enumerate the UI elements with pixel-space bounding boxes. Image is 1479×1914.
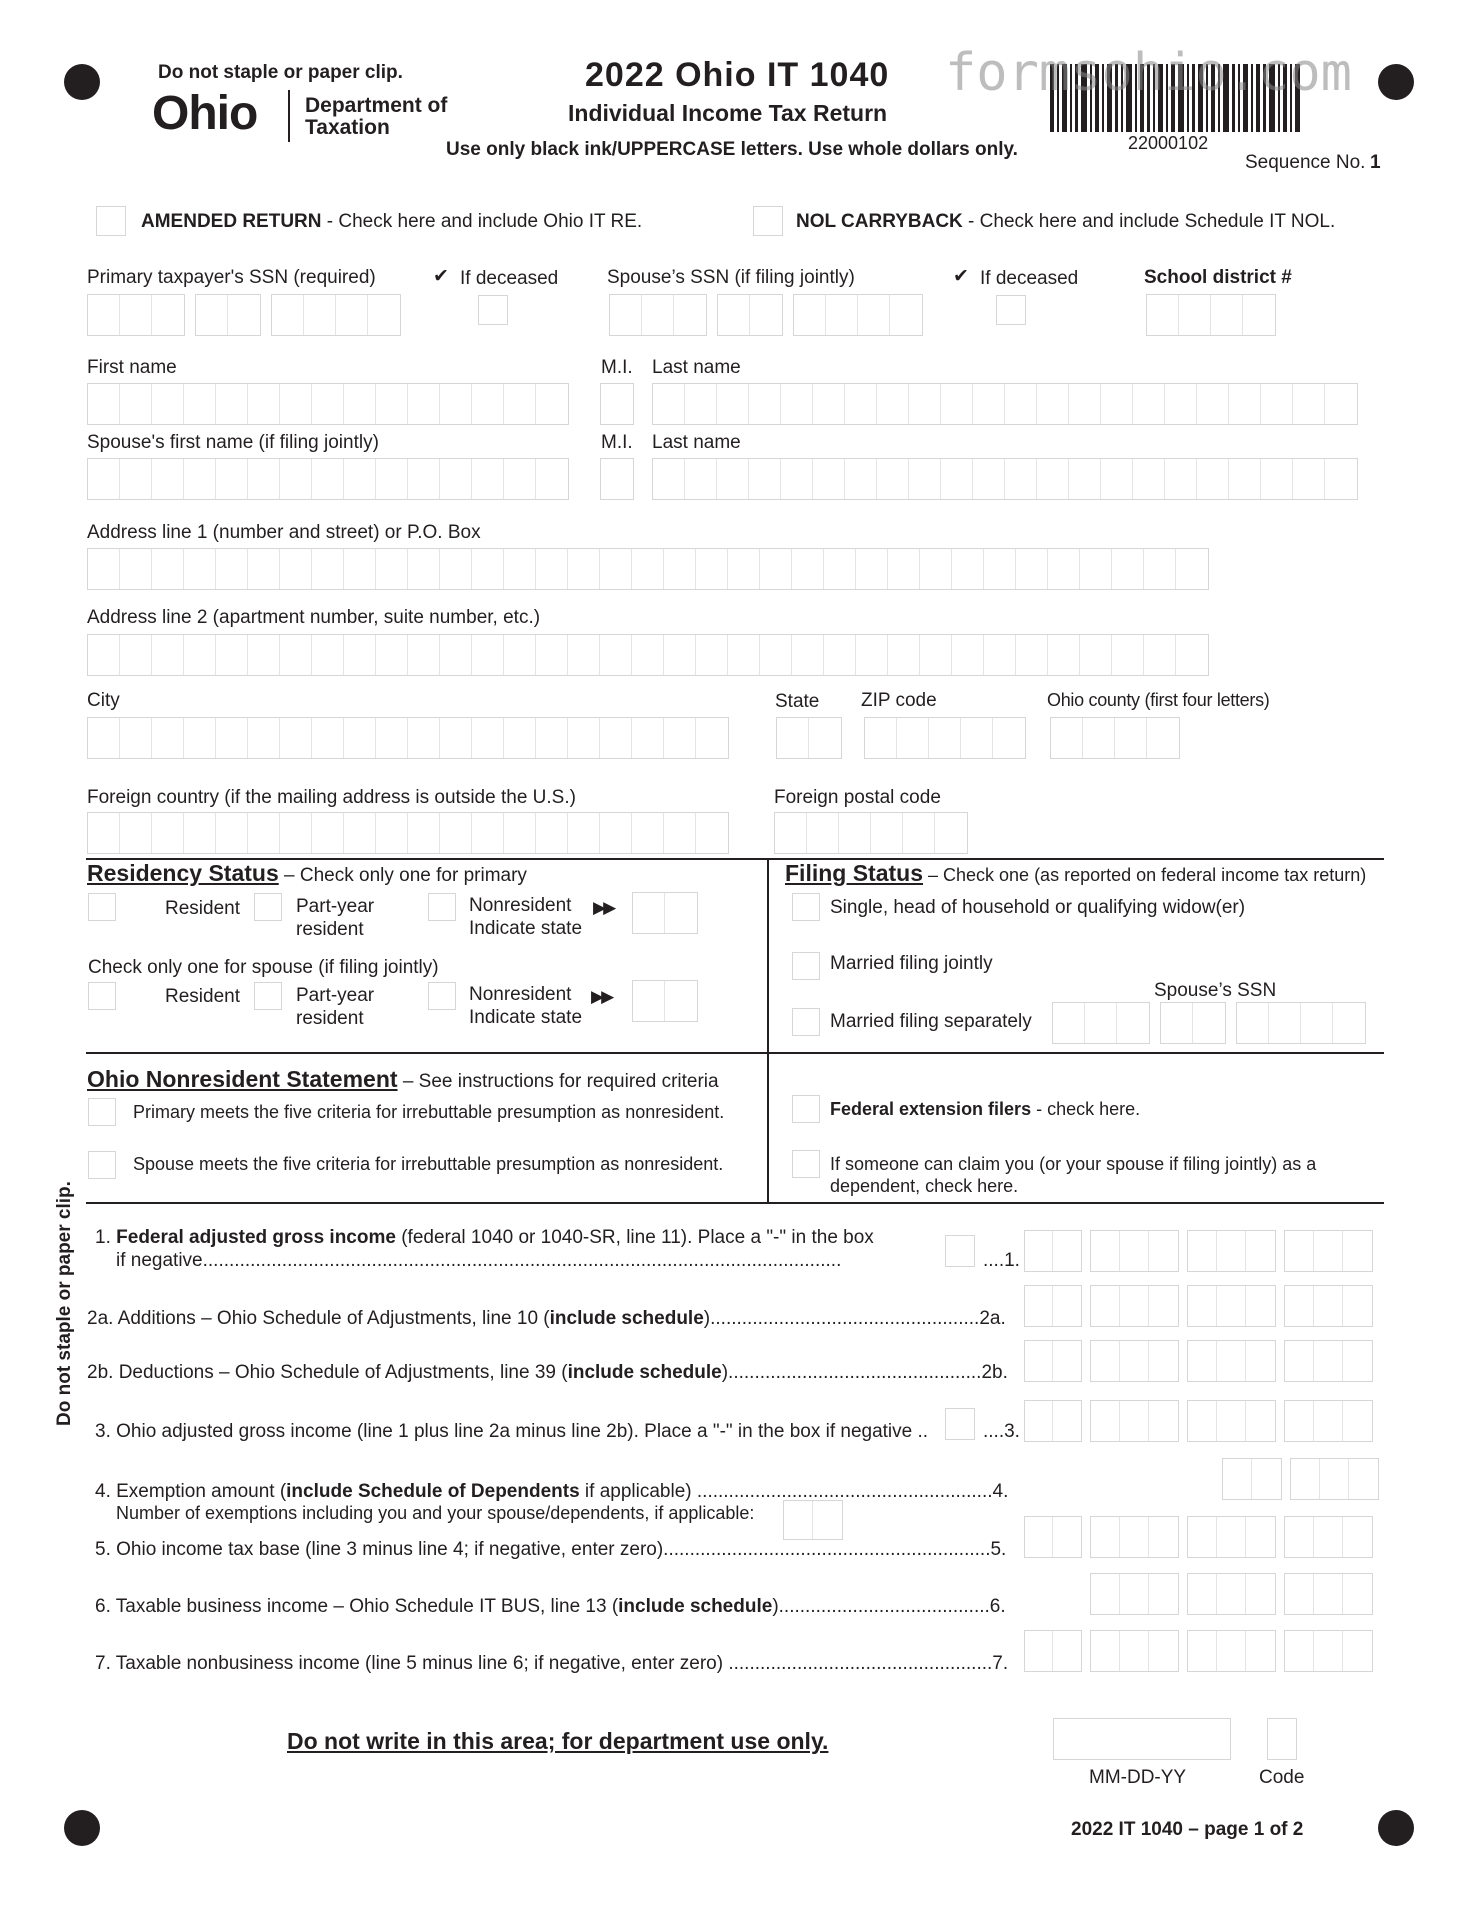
rule-middle-divider: [767, 858, 769, 1204]
line4-text: 4. Exemption amount (: [95, 1481, 287, 1502]
line3-negative-box[interactable]: [945, 1408, 975, 1440]
address2-field[interactable]: [87, 634, 1209, 676]
line1-negative-box[interactable]: [945, 1235, 975, 1267]
spouse-mi-field[interactable]: [600, 458, 634, 500]
line1-end: ....1.: [983, 1250, 1020, 1271]
line1-bold: Federal adjusted gross income: [116, 1227, 396, 1248]
last-name-label: Last name: [652, 357, 741, 378]
spouse-nonresident-state-field[interactable]: [632, 980, 698, 1022]
spouse-resident-label: Resident: [165, 986, 240, 1007]
filing-mfs-checkbox[interactable]: [792, 1008, 820, 1036]
line2b-end: )................................................2b.: [721, 1362, 1008, 1383]
ink-instruction: Use only black ink/UPPERCASE letters. Use whole dollars only.: [446, 139, 1018, 160]
primary-nonresident-checkbox[interactable]: [428, 893, 456, 921]
zip-field[interactable]: [864, 717, 1026, 759]
filing-subtitle: – Check one (as reported on federal income tax return): [923, 865, 1367, 885]
line1-amount[interactable]: [1024, 1230, 1373, 1272]
punch-hole-top-left: [64, 64, 100, 100]
primary-irrebuttable-checkbox[interactable]: [88, 1098, 116, 1126]
residency-subtitle: – Check only one for primary: [278, 865, 527, 886]
residency-title: [87, 860, 527, 887]
line6-label: [95, 1596, 1006, 1618]
dependent-label2: dependent, check here.: [830, 1176, 1019, 1196]
nol-rest: - Check here and include Schedule IT NOL.: [962, 211, 1336, 232]
mi-label: M.I.: [601, 357, 633, 378]
spouse-nonresident-label1: Nonresident: [469, 984, 572, 1005]
spouse-ssn-field[interactable]: [609, 294, 923, 336]
amended-bold: AMENDED RETURN: [141, 211, 322, 232]
county-label: Ohio county (first four letters): [1047, 690, 1270, 710]
line1-cont: if negative.........................................................................................................................: [116, 1250, 842, 1271]
last-name-field[interactable]: [652, 383, 1358, 425]
sequence-label: Sequence No.: [1245, 152, 1366, 173]
line4-bold: include Schedule of Dependents: [286, 1481, 580, 1502]
if-deceased-label: If deceased: [460, 268, 559, 289]
ohio-logo: Ohio: [152, 87, 258, 140]
spouse-irrebuttable-checkbox[interactable]: [88, 1151, 116, 1179]
line2a-bold: include schedule: [549, 1308, 704, 1329]
nol-carryback-label: [796, 211, 1335, 233]
residency-heading: Residency Status: [87, 860, 279, 886]
line2a-end: )...................................................2a.: [703, 1308, 1006, 1329]
line7-amount[interactable]: [1024, 1630, 1373, 1672]
line2b-text: 2b. Deductions – Ohio Schedule of Adjustments, line 39 (: [87, 1362, 568, 1383]
nol-bold: NOL CARRYBACK: [796, 211, 963, 232]
city-field[interactable]: [87, 717, 729, 759]
spouse-irrebuttable-label: Spouse meets the five criteria for irrebuttable presumption as nonresident.: [133, 1154, 724, 1174]
line2a-amount[interactable]: [1024, 1285, 1373, 1327]
foreign-country-label: Foreign country (if the mailing address is outside the U.S.): [87, 787, 576, 808]
spouse-nonresident-label2: Indicate state: [469, 1007, 583, 1028]
school-district-field[interactable]: [1146, 294, 1276, 336]
staple-note: Do not staple or paper clip.: [158, 62, 403, 83]
rule-nonresident-top: [86, 1052, 1384, 1054]
line7-label: 7. Taxable nonbusiness income (line 5 minus line 6; if negative, enter zero) ..................................................7.: [95, 1653, 1009, 1674]
check-icon: ✔: [433, 266, 449, 287]
primary-nonresident-label2: Indicate state: [469, 918, 583, 939]
dependent-label1: If someone can claim you (or your spouse if filing jointly) as a: [830, 1154, 1317, 1174]
filing-spouse-ssn-label: Spouse’s SSN: [1154, 980, 1277, 1001]
code-label: Code: [1259, 1767, 1305, 1788]
line5-label: 5. Ohio income tax base (line 3 minus line 4; if negative, enter zero)..............................................................5.: [95, 1539, 1007, 1560]
line1-num: 1.: [95, 1227, 111, 1248]
dept-line1: Department of: [305, 94, 448, 117]
spouse-part-year-label2: resident: [296, 1008, 364, 1029]
federal-extension-checkbox[interactable]: [792, 1095, 820, 1123]
county-field[interactable]: [1050, 717, 1180, 759]
spouse-residency-heading: Check only one for spouse (if filing jointly): [88, 957, 439, 978]
code-box: [1267, 1718, 1297, 1760]
line6-amount[interactable]: [1090, 1573, 1373, 1615]
spouse-nonresident-checkbox[interactable]: [428, 982, 456, 1010]
filing-title: [785, 860, 1366, 886]
amended-rest: - Check here and include Ohio IT RE.: [321, 211, 643, 232]
mi-field[interactable]: [600, 383, 634, 425]
address1-label: Address line 1 (number and street) or P.O. Box: [87, 522, 481, 543]
line2b-label: [87, 1362, 1008, 1384]
primary-part-year-checkbox[interactable]: [254, 893, 282, 921]
line2b-bold: include schedule: [567, 1362, 722, 1383]
dept-line2: Taxation: [305, 116, 390, 139]
spouse-mi-label: M.I.: [601, 432, 633, 453]
logo-divider: [288, 90, 290, 142]
line2a-text: 2a. Additions – Ohio Schedule of Adjustments, line 10 (: [87, 1308, 550, 1329]
line4-label: [95, 1481, 1008, 1503]
department-use-note: Do not write in this area; for department use only.: [287, 1728, 829, 1754]
spouse-first-name-field[interactable]: [87, 458, 569, 500]
primary-nonresident-state-field[interactable]: [632, 892, 698, 934]
spouse-last-name-label: Last name: [652, 432, 741, 453]
nonresident-title: [87, 1066, 719, 1093]
line4-amount[interactable]: [1222, 1458, 1379, 1500]
zip-label: ZIP code: [861, 690, 937, 711]
barcode-number: 22000102: [1128, 133, 1209, 153]
spouse-ssn-label: Spouse’s SSN (if filing jointly): [607, 267, 855, 288]
primary-part-year-label2: resident: [296, 919, 364, 940]
extension-bold: Federal extension filers: [830, 1099, 1032, 1119]
side-staple-note: Do not staple or paper clip.: [54, 1181, 75, 1426]
sequence-value: 1: [1370, 152, 1381, 173]
check-icon: ✔: [953, 266, 969, 287]
extension-rest: - check here.: [1031, 1099, 1141, 1119]
amended-return-label: [141, 211, 642, 233]
primary-resident-label: Resident: [165, 898, 240, 919]
primary-nonresident-label1: Nonresident: [469, 895, 572, 916]
foreign-postal-label: Foreign postal code: [774, 787, 941, 808]
line4-sub: Number of exemptions including you and your spouse/dependents, if applicable:: [116, 1503, 755, 1523]
nol-carryback-checkbox[interactable]: [753, 206, 783, 236]
line2b-amount[interactable]: [1024, 1340, 1373, 1382]
line3-amount[interactable]: [1024, 1400, 1373, 1442]
line6-bold: include schedule: [618, 1596, 773, 1617]
watermark: formsohio.com: [945, 43, 1352, 103]
line5-amount[interactable]: [1024, 1516, 1373, 1558]
primary-ssn-field[interactable]: [87, 294, 401, 336]
line6-end: )........................................6.: [772, 1596, 1006, 1617]
foreign-postal-field[interactable]: [774, 812, 968, 854]
filing-single-label: Single, head of household or qualifying widow(er): [830, 897, 1246, 918]
rule-lines-top: [86, 1202, 1384, 1204]
primary-deceased-checkbox[interactable]: [478, 295, 508, 325]
address2-label: Address line 2 (apartment number, suite number, etc.): [87, 607, 541, 628]
date-box: [1053, 1718, 1231, 1760]
school-district-label: School district #: [1144, 267, 1292, 288]
federal-extension-label: [830, 1099, 1140, 1120]
filing-spouse-ssn-field[interactable]: [1052, 1002, 1366, 1044]
line1-rest: (federal 1040 or 1040-SR, line 11). Place a "-" in the box: [395, 1227, 874, 1248]
primary-part-year-label1: Part-year: [296, 896, 375, 917]
arrow-right-icon: ▶▶: [591, 987, 612, 1006]
filing-mfj-label: Married filing jointly: [830, 953, 993, 974]
amended-return-checkbox[interactable]: [96, 206, 126, 236]
spouse-first-name-label: Spouse's first name (if filing jointly): [87, 432, 379, 453]
spouse-last-name-field[interactable]: [652, 458, 1358, 500]
line3-end: ....3.: [983, 1421, 1020, 1442]
line4-end: if applicable) ........................................................4.: [579, 1481, 1009, 1502]
primary-irrebuttable-label: Primary meets the five criteria for irrebuttable presumption as nonresident.: [133, 1102, 725, 1122]
page-footer: 2022 IT 1040 – page 1 of 2: [1071, 1819, 1304, 1840]
form-subtitle: Individual Income Tax Return: [568, 100, 888, 126]
punch-hole-top-right: [1378, 64, 1414, 100]
exemptions-count-field[interactable]: [783, 1500, 843, 1540]
line6-text: 6. Taxable business income – Ohio Schedule IT BUS, line 13 (: [95, 1596, 619, 1617]
line3-label: 3. Ohio adjusted gross income (line 1 plus line 2a minus line 2b). Place a "-" in the box if negative ..: [95, 1421, 929, 1442]
arrow-right-icon: ▶▶: [593, 898, 614, 917]
first-name-field[interactable]: [87, 383, 569, 425]
filing-single-checkbox[interactable]: [792, 893, 820, 921]
spouse-part-year-checkbox[interactable]: [254, 982, 282, 1010]
first-name-label: First name: [87, 357, 177, 378]
spouse-part-year-label1: Part-year: [296, 985, 375, 1006]
address1-field[interactable]: [87, 548, 1209, 590]
filing-mfs-label: Married filing separately: [830, 1011, 1032, 1032]
spouse-resident-checkbox[interactable]: [88, 982, 116, 1010]
line1-label: [95, 1227, 874, 1249]
nonresident-heading: Ohio Nonresident Statement: [87, 1066, 398, 1092]
line2a-label: [87, 1308, 1006, 1330]
city-label: City: [87, 690, 120, 711]
date-label: MM-DD-YY: [1089, 1767, 1187, 1788]
filing-mfj-checkbox[interactable]: [792, 952, 820, 980]
dependent-checkbox[interactable]: [792, 1150, 820, 1178]
form-title: 2022 Ohio IT 1040: [585, 56, 890, 94]
nonresident-subtitle: – See instructions for required criteria: [397, 1071, 719, 1092]
state-field[interactable]: [776, 717, 842, 759]
filing-heading: Filing Status: [785, 860, 923, 886]
punch-hole-bottom-left: [64, 1810, 100, 1846]
primary-resident-checkbox[interactable]: [88, 893, 116, 921]
punch-hole-bottom-right: [1378, 1810, 1414, 1846]
foreign-country-field[interactable]: [87, 812, 729, 854]
spouse-deceased-label: If deceased: [980, 268, 1079, 289]
primary-ssn-label: Primary taxpayer's SSN (required): [87, 267, 376, 288]
state-label: State: [775, 691, 820, 712]
spouse-deceased-checkbox[interactable]: [996, 295, 1026, 325]
